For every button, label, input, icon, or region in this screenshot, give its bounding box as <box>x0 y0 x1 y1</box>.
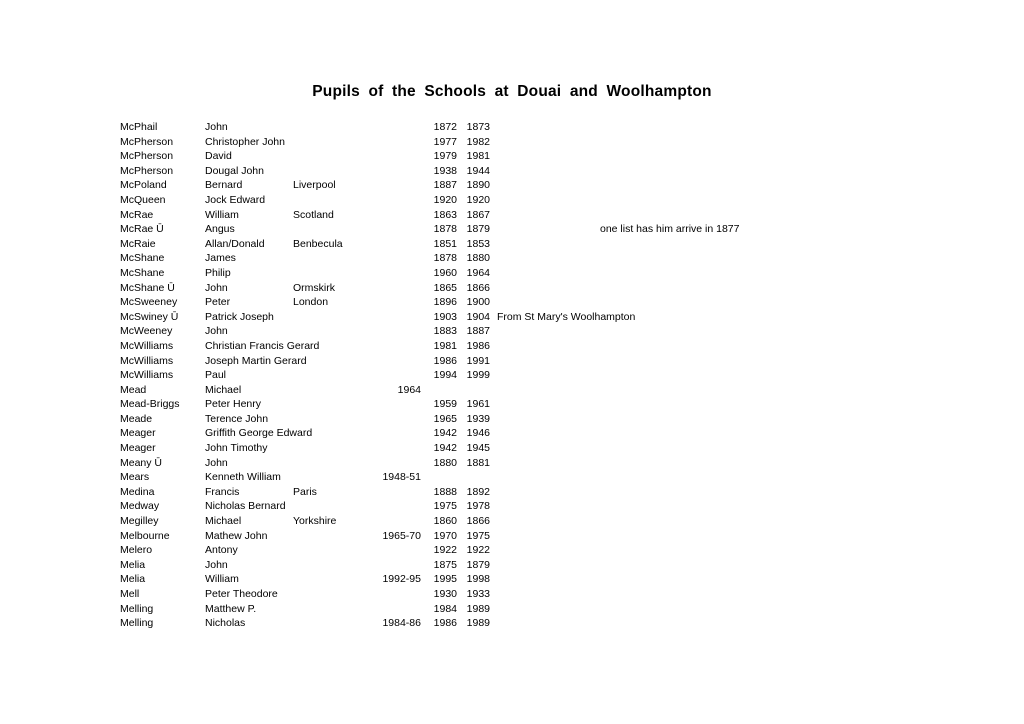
table-row <box>0 355 1024 370</box>
forename-cell: William <box>205 208 239 221</box>
surname-cell: McRaie <box>120 237 156 250</box>
table-row <box>0 588 1024 603</box>
start-year-cell: 1903 <box>433 310 457 323</box>
surname-cell: Melero <box>120 544 153 557</box>
start-year-cell: 1965 <box>433 412 457 425</box>
start-year-cell: 1981 <box>433 339 457 352</box>
start-year-cell: 1959 <box>433 398 457 411</box>
start-year-cell: 1977 <box>433 135 457 148</box>
place-cell: Liverpool <box>293 179 336 192</box>
surname-cell: McPoland <box>120 179 167 192</box>
end-year-cell: 1853 <box>466 237 490 250</box>
forename-cell: Kenneth William <box>205 471 281 484</box>
forename-cell: Jock Edward <box>205 193 266 206</box>
surname-cell: Meager <box>120 427 156 440</box>
prep-years-cell: 1984-86 <box>382 617 421 630</box>
start-year-cell: 1860 <box>433 515 457 528</box>
forename-cell: Griffith George Edward <box>205 427 313 440</box>
end-year-cell: 1879 <box>466 223 490 236</box>
start-year-cell: 1872 <box>433 121 457 133</box>
table-row <box>0 267 1024 282</box>
start-year-cell: 1942 <box>433 442 457 455</box>
end-year-cell: 1961 <box>466 398 490 411</box>
start-year-cell: 1878 <box>433 252 457 265</box>
surname-cell: McShane Ū <box>120 281 175 294</box>
start-year-cell: 1938 <box>433 164 457 177</box>
table-row <box>0 427 1024 442</box>
table-row <box>0 179 1024 194</box>
table-row <box>0 398 1024 413</box>
surname-cell: Melbourne <box>120 529 170 542</box>
forename-cell: Joseph Martin Gerard <box>205 354 307 367</box>
end-year-cell: 1989 <box>466 617 490 630</box>
start-year-cell: 1986 <box>433 617 457 630</box>
surname-cell: McShane <box>120 252 165 265</box>
start-year-cell: 1887 <box>433 179 457 192</box>
surname-cell: Medway <box>120 500 160 513</box>
surname-cell: McPherson <box>120 164 174 177</box>
table-row <box>0 165 1024 180</box>
table-row <box>0 486 1024 501</box>
end-year-cell: 1867 <box>466 208 490 221</box>
surname-cell: Melia <box>120 573 146 586</box>
start-year-cell: 1970 <box>433 529 457 542</box>
surname-cell: McRae <box>120 208 154 221</box>
surname-cell: McRae Ū <box>120 223 164 236</box>
place-cell: Scotland <box>293 208 334 221</box>
surname-cell: Meade <box>120 412 153 425</box>
end-year-cell: 1998 <box>466 573 490 586</box>
surname-cell: McPherson <box>120 135 174 148</box>
table-row <box>0 136 1024 151</box>
end-year-cell: 1879 <box>466 558 490 571</box>
start-year-cell: 1851 <box>433 237 457 250</box>
start-year-cell: 1896 <box>433 296 457 309</box>
start-year-cell: 1883 <box>433 325 457 338</box>
table-row <box>0 369 1024 384</box>
end-year-cell: 1986 <box>466 339 490 352</box>
prep-years-cell: 1992-95 <box>382 573 421 586</box>
start-year-cell: 1960 <box>433 266 457 279</box>
start-year-cell: 1875 <box>433 558 457 571</box>
table-row <box>0 150 1024 165</box>
forename-cell: Nicholas Bernard <box>205 500 286 513</box>
surname-cell: Meager <box>120 442 156 455</box>
forename-cell: William <box>205 573 239 586</box>
table-row <box>0 121 1024 136</box>
forename-cell: Michael <box>205 383 242 396</box>
forename-cell: Nicholas <box>205 617 246 630</box>
table-row <box>0 515 1024 530</box>
table-row <box>0 223 1024 238</box>
forename-cell: David <box>205 150 232 163</box>
end-year-cell: 1946 <box>466 427 490 440</box>
table-row <box>0 296 1024 311</box>
end-year-cell: 1978 <box>466 500 490 513</box>
end-year-cell: 1887 <box>466 325 490 338</box>
end-year-cell: 1873 <box>466 121 490 133</box>
surname-cell: McWeeney <box>120 325 173 338</box>
forename-cell: Allan/Donald <box>205 237 265 250</box>
surname-cell: McSweeney <box>120 296 178 309</box>
table-row <box>0 617 1024 632</box>
forename-cell: Antony <box>205 544 238 557</box>
start-year-cell: 1920 <box>433 193 457 206</box>
note-right-cell: one list has him arrive in 1877 <box>600 223 740 236</box>
forename-cell: Angus <box>205 223 235 236</box>
end-year-cell: 1900 <box>466 296 490 309</box>
table-row <box>0 442 1024 457</box>
end-year-cell: 1892 <box>466 485 490 498</box>
place-cell: London <box>293 296 329 309</box>
end-year-cell: 1991 <box>466 354 490 367</box>
place-cell: Ormskirk <box>293 281 335 294</box>
forename-cell: John <box>205 281 228 294</box>
surname-cell: Melia <box>120 558 146 571</box>
surname-cell: McQueen <box>120 193 166 206</box>
table-row <box>0 530 1024 545</box>
end-year-cell: 1920 <box>466 193 490 206</box>
forename-cell: John <box>205 558 228 571</box>
prep-years-cell: 1964 <box>397 383 421 396</box>
start-year-cell: 1995 <box>433 573 457 586</box>
table-row <box>0 500 1024 515</box>
forename-cell: John <box>205 121 228 133</box>
start-year-cell: 1922 <box>433 544 457 557</box>
place-cell: Yorkshire <box>293 515 337 528</box>
start-year-cell: 1979 <box>433 150 457 163</box>
forename-cell: Francis <box>205 485 240 498</box>
surname-cell: Medina <box>120 485 155 498</box>
forename-cell: Christian Francis Gerard <box>205 339 320 352</box>
table-row <box>0 194 1024 209</box>
forename-cell: Dougal John <box>205 164 264 177</box>
table-row <box>0 384 1024 399</box>
table-row <box>0 209 1024 224</box>
prep-years-cell: 1965-70 <box>382 529 421 542</box>
table-row <box>0 413 1024 428</box>
start-year-cell: 1930 <box>433 588 457 600</box>
start-year-cell: 1865 <box>433 281 457 294</box>
start-year-cell: 1878 <box>433 223 457 236</box>
end-year-cell: 1890 <box>466 179 490 192</box>
note-cell: From St Mary's Woolhampton <box>497 310 636 323</box>
start-year-cell: 1986 <box>433 354 457 367</box>
forename-cell: James <box>205 252 236 265</box>
end-year-cell: 1944 <box>466 164 490 177</box>
table-row <box>0 282 1024 297</box>
surname-cell: Mead-Briggs <box>120 398 180 411</box>
surname-cell: McPherson <box>120 150 174 163</box>
table-row <box>0 573 1024 588</box>
forename-cell: Peter Henry <box>205 398 262 411</box>
end-year-cell: 1945 <box>466 442 490 455</box>
place-cell: Paris <box>293 485 317 498</box>
surname-cell: Mead <box>120 383 147 396</box>
forename-cell: Peter Theodore <box>205 588 278 600</box>
forename-cell: Terence John <box>205 412 269 425</box>
start-year-cell: 1888 <box>433 485 457 498</box>
forename-cell: Philip <box>205 266 231 279</box>
start-year-cell: 1863 <box>433 208 457 221</box>
start-year-cell: 1975 <box>433 500 457 513</box>
surname-cell: Mears <box>120 471 150 484</box>
page-title: Pupils of the Schools at Douai and Woolhampton <box>312 83 712 100</box>
forename-cell: Mathew John <box>205 529 268 542</box>
forename-cell: Peter <box>205 296 231 309</box>
forename-cell: Christopher John <box>205 135 285 148</box>
forename-cell: John <box>205 456 228 469</box>
start-year-cell: 1994 <box>433 369 457 382</box>
end-year-cell: 1999 <box>466 369 490 382</box>
surname-cell: McShane <box>120 266 165 279</box>
forename-cell: Bernard <box>205 179 243 192</box>
table-row <box>0 457 1024 472</box>
surname-cell: Mell <box>120 588 140 600</box>
surname-cell: Melling <box>120 602 154 615</box>
end-year-cell: 1881 <box>466 456 490 469</box>
forename-cell: Matthew P. <box>205 602 257 615</box>
surname-cell: Meany Ū <box>120 456 163 469</box>
end-year-cell: 1880 <box>466 252 490 265</box>
start-year-cell: 1984 <box>433 602 457 615</box>
table-row <box>0 252 1024 267</box>
end-year-cell: 1904 <box>466 310 490 323</box>
forename-cell: Paul <box>205 369 227 382</box>
forename-cell: John <box>205 325 228 338</box>
surname-cell: McPhail <box>120 121 158 133</box>
table-row <box>0 311 1024 326</box>
table-row <box>0 325 1024 340</box>
end-year-cell: 1866 <box>466 281 490 294</box>
pupils-table <box>0 121 1024 632</box>
end-year-cell: 1975 <box>466 529 490 542</box>
end-year-cell: 1922 <box>466 544 490 557</box>
surname-cell: McWilliams <box>120 369 174 382</box>
start-year-cell: 1880 <box>433 456 457 469</box>
end-year-cell: 1866 <box>466 515 490 528</box>
end-year-cell: 1964 <box>466 266 490 279</box>
end-year-cell: 1981 <box>466 150 490 163</box>
surname-cell: Megilley <box>120 515 159 528</box>
forename-cell: Michael <box>205 515 242 528</box>
end-year-cell: 1939 <box>466 412 490 425</box>
forename-cell: Patrick Joseph <box>205 310 274 323</box>
end-year-cell: 1982 <box>466 135 490 148</box>
prep-years-cell: 1948-51 <box>382 471 421 484</box>
table-row <box>0 544 1024 559</box>
forename-cell: John Timothy <box>205 442 268 455</box>
end-year-cell: 1933 <box>466 588 490 600</box>
table-row <box>0 603 1024 618</box>
surname-cell: McWilliams <box>120 354 174 367</box>
table-row <box>0 559 1024 574</box>
end-year-cell: 1989 <box>466 602 490 615</box>
table-row <box>0 340 1024 355</box>
table-row <box>0 471 1024 486</box>
surname-cell: McWilliams <box>120 339 174 352</box>
surname-cell: McSwiney Ū <box>120 310 179 323</box>
surname-cell: Melling <box>120 617 154 630</box>
table-row <box>0 238 1024 253</box>
place-cell: Benbecula <box>293 237 343 250</box>
start-year-cell: 1942 <box>433 427 457 440</box>
